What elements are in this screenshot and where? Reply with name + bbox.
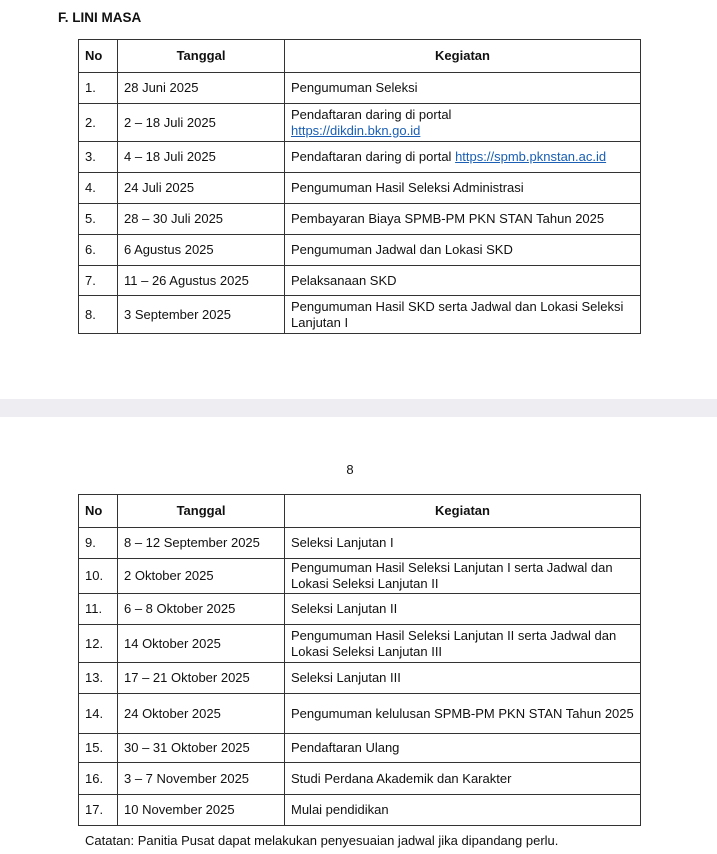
portal-link[interactable]: https://dikdin.bkn.go.id [291,122,421,138]
portal-link[interactable]: https://spmb.pknstan.ac.id [455,149,607,164]
cell-activity-text: Pembayaran Biaya SPMB-PM PKN STAN Tahun 2025 [291,211,605,226]
header-date: Tanggal [118,495,285,528]
cell-no-text: 1. [85,80,96,95]
cell-activity [285,204,641,235]
cell-activity-text: Pengumuman Hasil SKD serta Jadwal dan Lokasi Seleksi Lanjutan I [291,298,624,330]
cell-date [118,104,285,142]
cell-activity-text: Pengumuman Seleksi [291,80,418,95]
header-date: Tanggal [118,40,285,73]
cell-date [118,694,285,734]
cell-activity-text: Seleksi Lanjutan III [291,670,401,685]
cell-no [79,663,118,694]
cell-no-text: 5. [85,211,96,226]
cell-date [118,734,285,763]
cell-activity-text: Mulai pendidikan [291,802,389,817]
cell-date [118,528,285,559]
cell-date-text: 3 September 2025 [124,306,231,322]
cell-activity [285,173,641,204]
cell-no-text: 7. [85,272,96,288]
document-page-2 [0,417,713,854]
cell-activity [285,795,641,826]
cell-no-text: 12. [85,635,104,651]
page-number: 8 [346,462,354,477]
cell-date [118,235,285,266]
cell-date-text: 2 – 18 Juli 2025 [124,114,216,130]
table-row [79,795,641,826]
cell-date-text: 3 – 7 November 2025 [124,770,250,786]
table-row [79,763,641,795]
cell-activity [285,734,641,763]
cell-date-text: 28 Juni 2025 [124,80,199,95]
timeline-table-1 [78,39,641,334]
cell-activity [285,104,641,142]
cell-activity-text: Pelaksanaan SKD [291,272,397,288]
cell-date [118,663,285,694]
cell-no [79,296,118,334]
cell-date-text: 14 Oktober 2025 [124,635,221,651]
cell-date [118,173,285,204]
table-row [79,663,641,694]
cell-no-text: 11. [85,601,103,616]
cell-no [79,204,118,235]
cell-date-text: 6 Agustus 2025 [124,242,214,257]
cell-activity [285,266,641,296]
header-no: No [79,40,118,73]
cell-activity-text: Pendaftaran daring di portal [291,106,452,122]
cell-no [79,694,118,734]
cell-date [118,594,285,625]
cell-no-text: 14. [85,705,104,721]
cell-no-text: 2. [85,114,96,130]
cell-no-text: 16. [85,770,104,786]
table-row [79,694,641,734]
cell-activity [285,763,641,795]
cell-date-text: 17 – 21 Oktober 2025 [124,670,250,685]
cell-date-text: 10 November 2025 [124,802,235,817]
table-row [79,528,641,559]
cell-no-text: 15. [85,740,104,755]
page-gap [0,399,717,417]
cell-date-text: 24 Oktober 2025 [124,705,221,721]
cell-date [118,559,285,594]
cell-date [118,625,285,663]
table-row [79,73,641,104]
cell-activity [285,663,641,694]
header-activity: Kegiatan [285,495,641,528]
cell-activity [285,559,641,594]
cell-activity [285,73,641,104]
cell-activity-text: Pendaftaran daring di portal [291,149,452,164]
cell-no [79,795,118,826]
table-row [79,625,641,663]
section-title: F. LINI MASA [58,10,142,25]
cell-date-text: 28 – 30 Juli 2025 [124,211,224,226]
cell-activity-text: Pengumuman Jadwal dan Lokasi SKD [291,242,513,257]
cell-date [118,73,285,104]
cell-activity [285,625,641,663]
cell-date-text: 2 Oktober 2025 [124,568,214,583]
cell-activity-text: Pendaftaran Ulang [291,740,400,755]
cell-date [118,296,285,334]
cell-activity-text: Pengumuman Hasil Seleksi Lanjutan I serta Jadwal dan Lokasi Seleksi Lanjutan II [291,560,613,591]
cell-no [79,559,118,594]
cell-date-text: 30 – 31 Oktober 2025 [124,740,250,755]
cell-no-text: 6. [85,242,96,257]
cell-activity-text: Pengumuman Hasil Seleksi Lanjutan II serta Jadwal dan Lokasi Seleksi Lanjutan III [291,627,617,659]
cell-date [118,763,285,795]
table-row [79,594,641,625]
table-row [79,104,641,142]
cell-no [79,173,118,204]
cell-date-text: 8 – 12 September 2025 [124,535,260,550]
cell-activity [285,594,641,625]
cell-date [118,142,285,173]
cell-activity-text: Pengumuman Hasil Seleksi Administrasi [291,180,524,195]
note: Catatan: Panitia Pusat dapat melakukan penyesuaian jadwal jika dipandang perlu. [85,833,559,848]
cell-no [79,73,118,104]
cell-no-text: 17. [85,802,104,817]
cell-no-text: 3. [85,149,96,164]
cell-no [79,528,118,559]
cell-no-text: 8. [85,306,96,322]
cell-activity-text: Seleksi Lanjutan I [291,535,394,550]
cell-no [79,104,118,142]
cell-date [118,266,285,296]
cell-activity [285,694,641,734]
table-row [79,559,641,594]
cell-no [79,763,118,795]
table-row [79,296,641,334]
timeline-table-2 [78,494,641,826]
cell-no-text: 13. [85,670,104,685]
document-page-1 [0,0,713,399]
table-row [79,204,641,235]
cell-activity-text: Seleksi Lanjutan II [291,601,398,616]
cell-date-text: 4 – 18 Juli 2025 [124,149,216,164]
cell-no [79,266,118,296]
table-row [79,142,641,173]
header-activity: Kegiatan [285,40,641,73]
cell-no [79,625,118,663]
cell-no-text: 10. [85,568,104,583]
cell-activity [285,296,641,334]
table-row [79,266,641,296]
table-row [79,235,641,266]
cell-date-text: 24 Juli 2025 [124,180,195,195]
cell-no [79,235,118,266]
cell-date-text: 11 – 26 Agustus 2025 [124,272,249,288]
table-row [79,173,641,204]
cell-activity [285,142,641,173]
cell-no-text: 9. [85,535,96,550]
cell-date-text: 6 – 8 Oktober 2025 [124,601,236,616]
cell-activity-text: Pengumuman kelulusan SPMB-PM PKN STAN Tahun 2025 [291,705,634,721]
cell-date [118,795,285,826]
cell-no [79,142,118,173]
cell-no [79,734,118,763]
cell-activity-text: Studi Perdana Akademik dan Karakter [291,770,512,786]
cell-no-text: 4. [85,180,96,195]
cell-no [79,594,118,625]
cell-activity [285,528,641,559]
cell-date [118,204,285,235]
header-no: No [79,495,118,528]
cell-activity [285,235,641,266]
table-row [79,734,641,763]
